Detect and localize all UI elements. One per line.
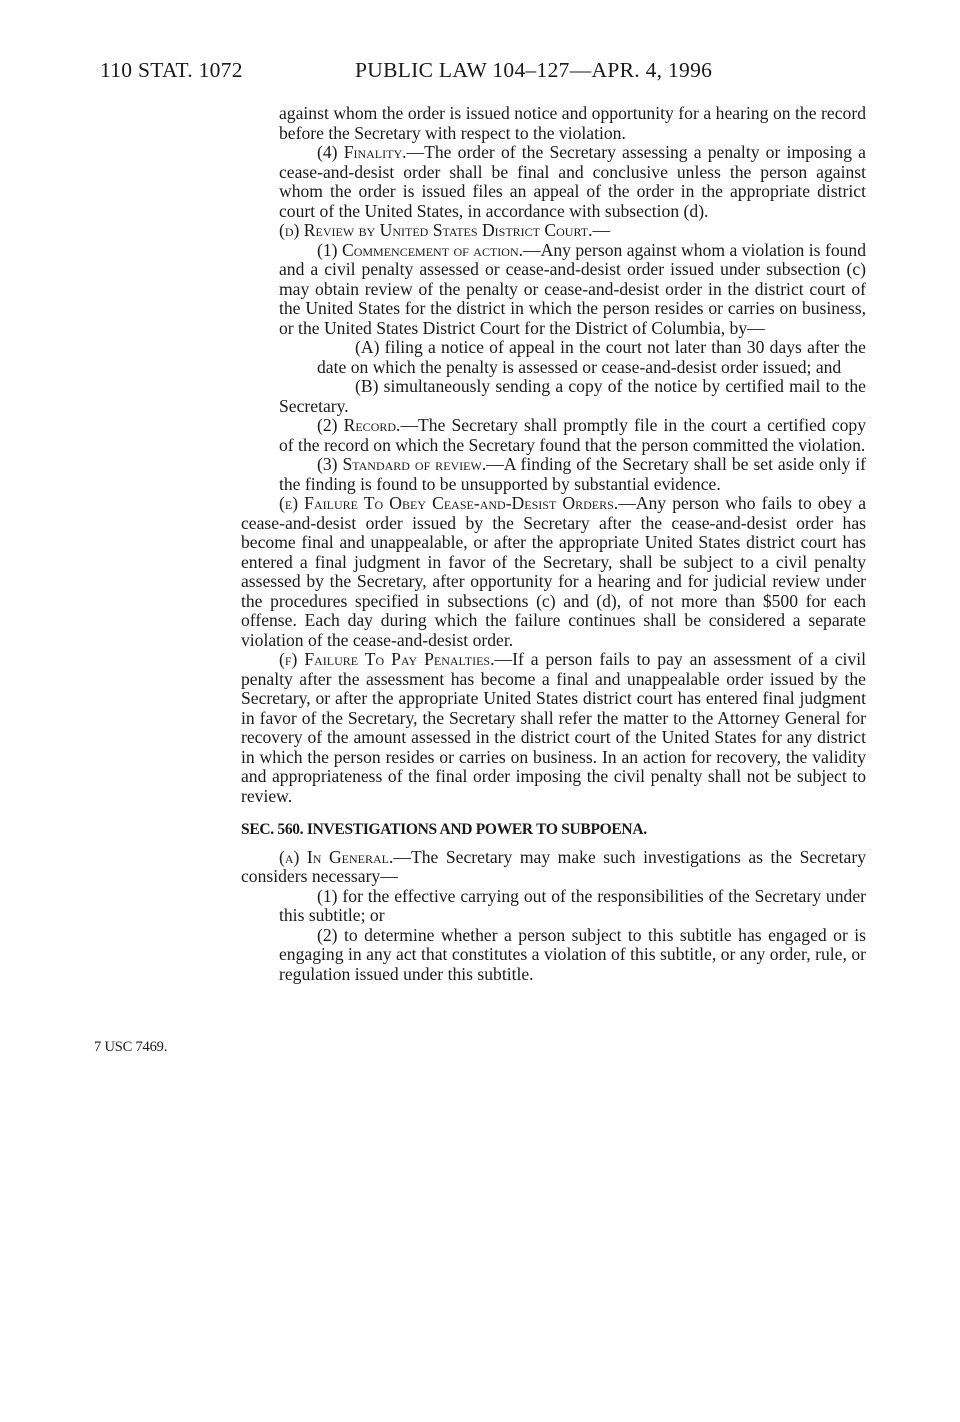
paragraph-heading: (2) Record. <box>317 415 401 435</box>
subparagraph-a: (A) filing a notice of appeal in the court not later than 30 days after the date on which the penalty is assessed or cease-and-desist order issued; and <box>317 337 866 377</box>
subsection-a-in-general: (a) In General.—The Secretary may make such investigations as the Secretary considers necessary— <box>241 846 866 886</box>
paragraph-heading: (1) Commencement of action. <box>317 239 524 260</box>
paragraph-heading: (4) Finality. <box>317 142 407 162</box>
subsection-f: (f) Failure To Pay Penalties.—If a person fails to pay an assessment of a civil penalty after the assessment has become a final and unappealable order issued by the Secretary, or after the appropriate United States district court has entered final judgment in favor of the Secretary, the Secretary shall refer the matter to the Attorney General for recovery of the amount assessed in the district court of the United States for any district in which the person resides or carries on business. In an action for recovery, the validity and appropriateness of the final order imposing the civil penalty shall not be subject to review. <box>241 649 866 806</box>
public-law-citation: PUBLIC LAW 104–127—APR. 4, 1996 <box>355 58 713 82</box>
paragraph-finality: (4) Finality.—The order of the Secretary assessing a penalty or imposing a cease-and-desist order shall be final and conclusive unless the person against whom the order is issued files an appeal of the order in the appropriate district court of the United States, in accordance with subsection (d). <box>279 142 866 221</box>
paragraph-heading: (d) Review by United States District Court. <box>279 220 593 240</box>
paragraph-commencement: (1) Commencement of action.—Any person against whom a violation is found and a civil penalty assessed or cease-and-desist order issued under subsection (c) may obtain review of the penalty or cease-and-desist order in the district court of the United States for the district in which the person resides or carries on business, or the United States District Court for the District of Columbia, by— <box>279 239 867 338</box>
paragraph-heading: (3) Standard of review. <box>317 454 487 474</box>
subsection-d-heading: (d) Review by United States District Court.— <box>279 220 611 240</box>
paragraph-heading: (a) In General. <box>279 846 394 867</box>
paragraph-heading: (f) Failure To Pay Penalties. <box>279 649 495 669</box>
paragraph-record: (2) Record.—The Secretary shall promptly file in the court a certified copy of the record on which the Secretary found that the person committed the violation. <box>279 415 867 455</box>
section-heading: SEC. 560. INVESTIGATIONS AND POWER TO SUBPOENA. <box>241 821 647 838</box>
paragraph: against whom the order is issued notice and opportunity for a hearing on the record before the Secretary with respect to the violation. <box>279 103 866 143</box>
subparagraph-b: (B) simultaneously sending a copy of the notice by certified mail to the Secretary. <box>279 376 866 416</box>
document-body <box>241 104 866 984</box>
statute-citation: 110 STAT. 1072 <box>100 58 243 82</box>
paragraph-2: (2) to determine whether a person subject to this subtitle has engaged or is engaging in any act that constitutes a violation of this subtitle, or any order, rule, or regulation issued under this subtitle. <box>279 924 866 984</box>
paragraph-standard-of-review: (3) Standard of review.—A finding of the Secretary shall be set aside only if the finding is found to be unsupported by substantial evidence. <box>279 454 867 494</box>
margin-note-usc: 7 USC 7469. <box>94 1039 168 1055</box>
paragraph-heading: (e) Failure To Obey Cease-and-Desist Orders. <box>279 493 619 513</box>
subsection-e: (e) Failure To Obey Cease-and-Desist Orders.—Any person who fails to obey a cease-and-desist order issued by the Secretary after the cease-and-desist order has become final and unappealable, or after the appropriate United States district court has entered a final judgment in favor of the Secretary, shall be subject to a civil penalty assessed by the Secretary, after opportunity for a hearing and for judicial review under the procedures specified in subsections (c) and (d), of not more than $500 for each offense. Each day during which the failure continues shall be considered a separate violation of the cease-and-desist order. <box>241 493 866 650</box>
paragraph-1: (1) for the effective carrying out of the responsibilities of the Secretary under this subtitle; or <box>279 885 866 925</box>
